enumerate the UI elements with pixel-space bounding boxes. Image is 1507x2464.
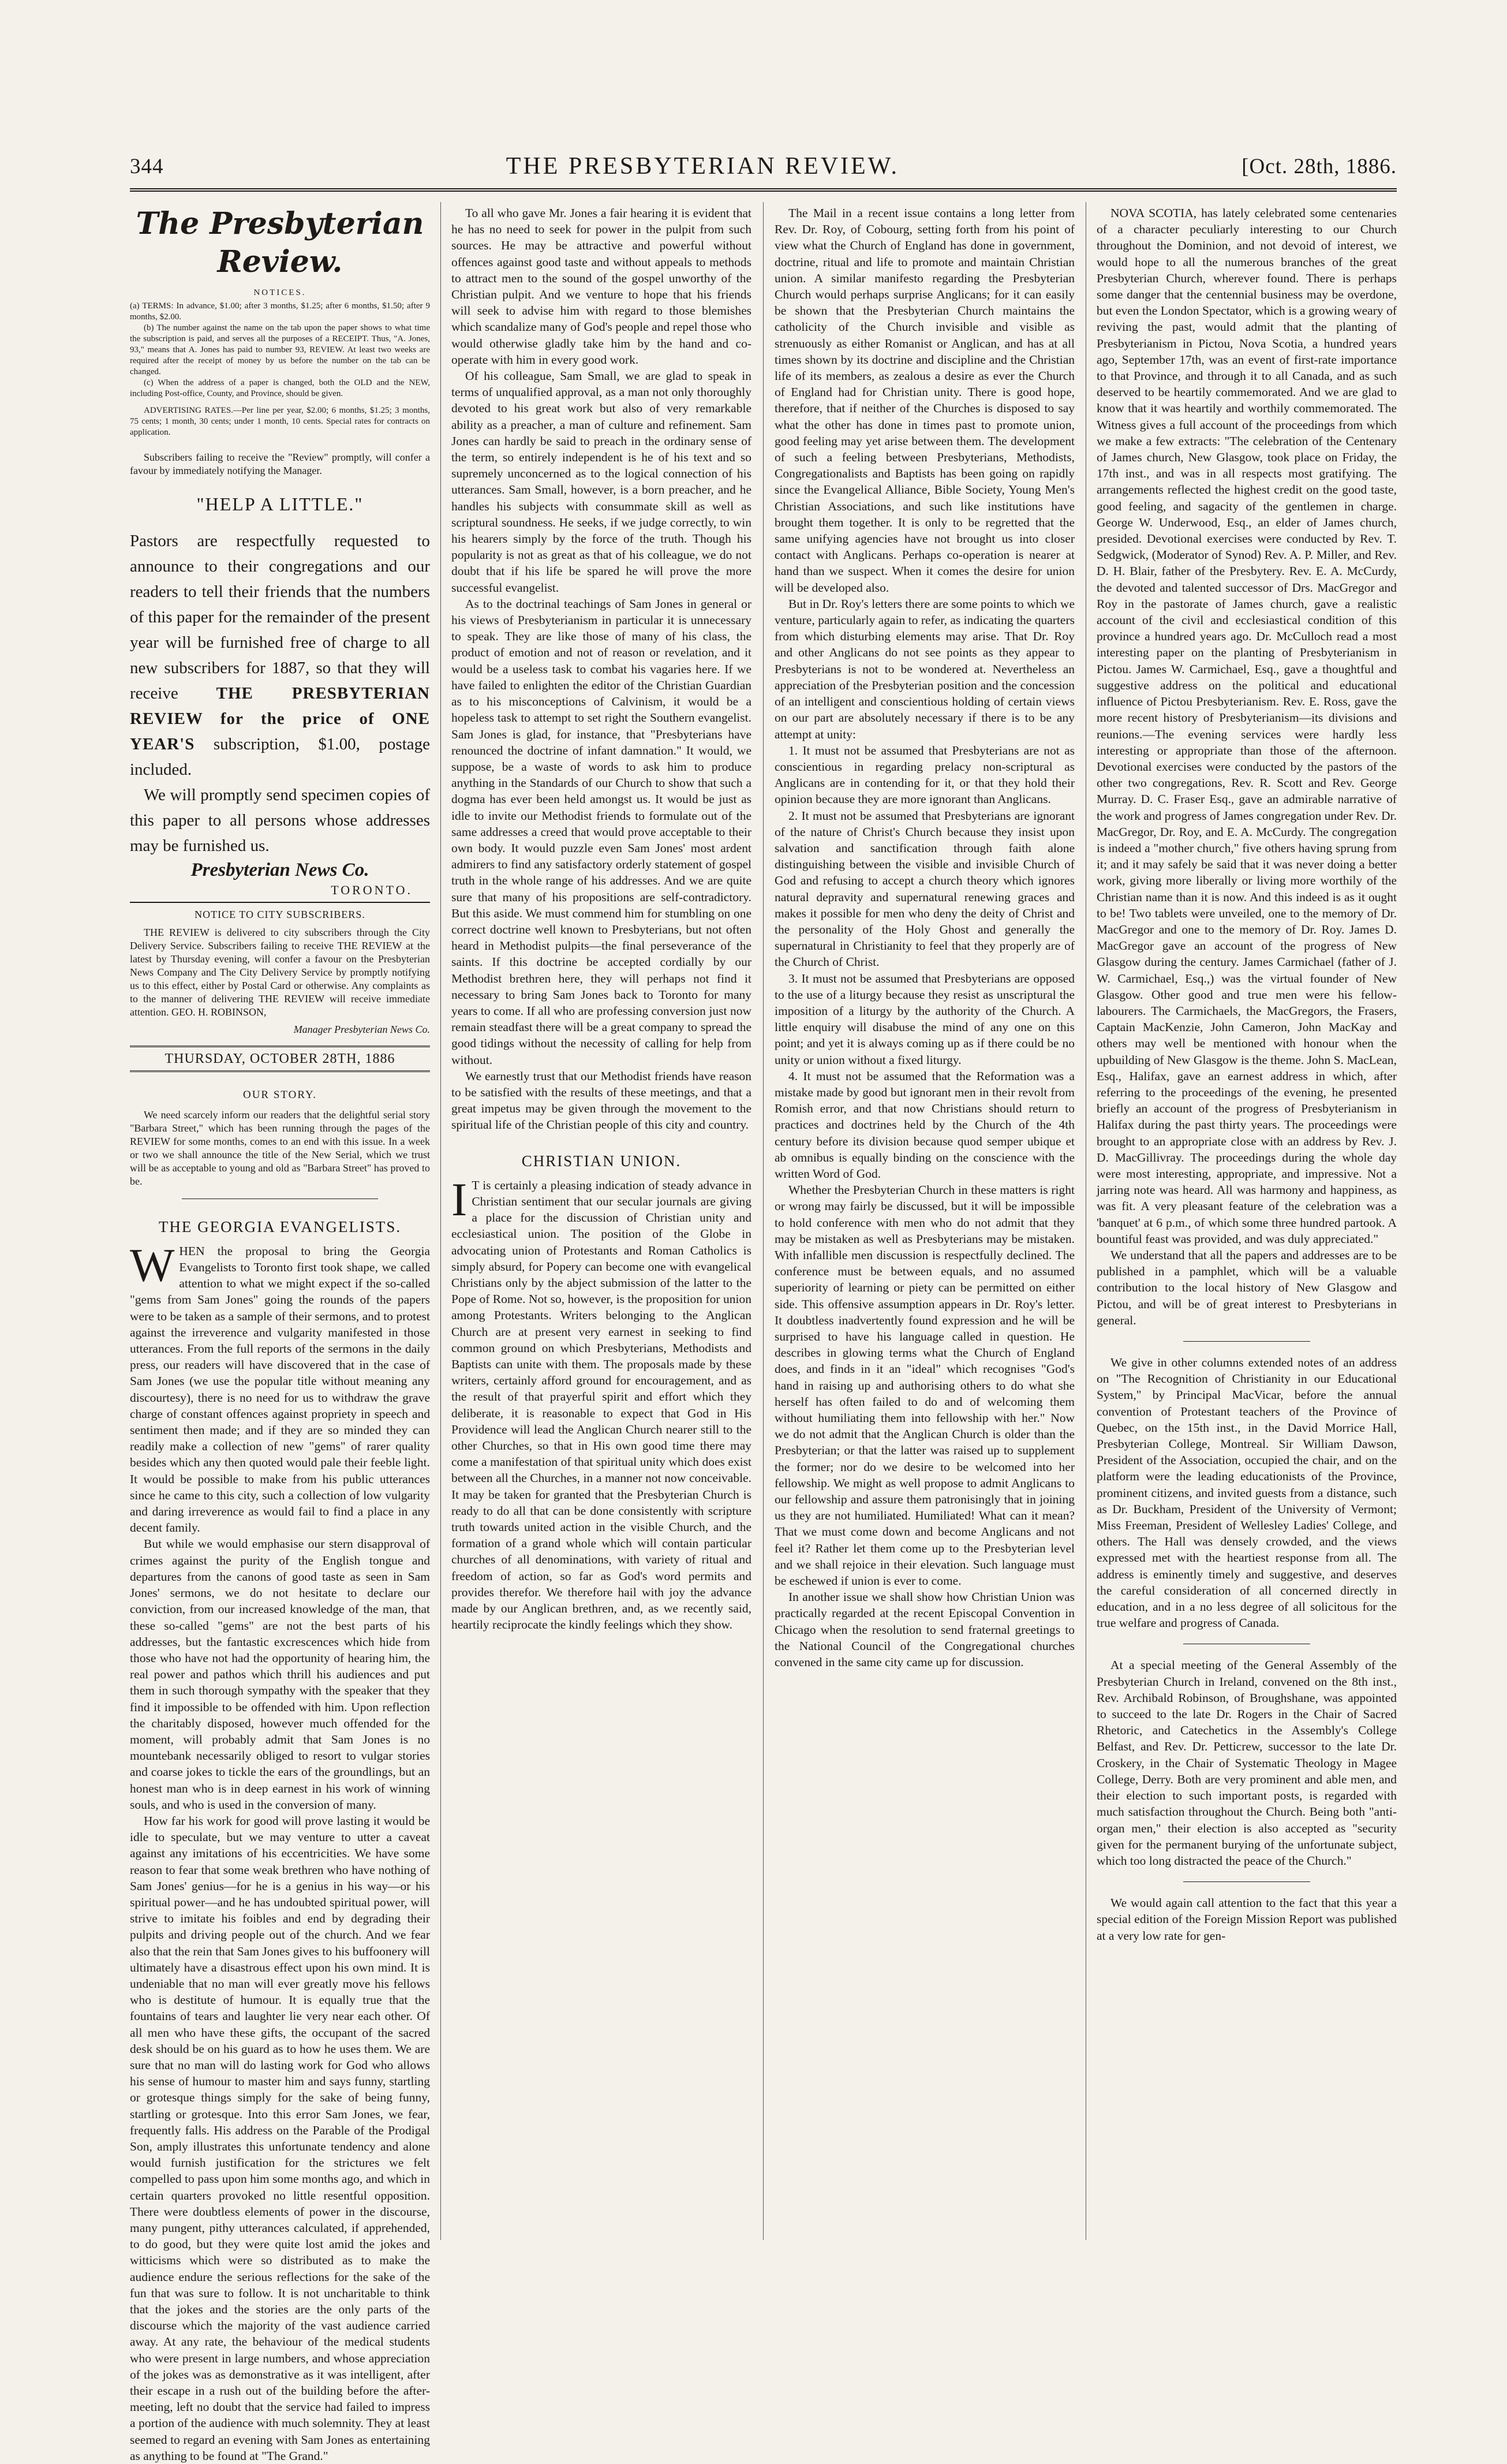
address-paragraph: We give in other columns extended notes of an address on "The Recognition of Christianity in our Educational System," by Principal MacVicar, before the annual convention of Protestant teachers of the Province of Quebec, on the 15th inst., in the David Morrice Hall, Presbyterian College, Montreal. Sir William Dawson, President of the Association, occupied the chair, and on the platform were the leading educationists of the Province, prominent citizens, and invited guests from a distance, such as Dr. Buckham, President of the University of Vermont; Miss Freeman, President of Wellesley Ladies' College, and others. The Hall was densely crowded, and the views expressed met with the heartiest response from all. The address is eminently timely and suggestive, and deserves the careful consideration of all concerned directly in education, and in a no less degree of all solicitous for the true welfare and progress of Canada. — [1097, 1356, 1397, 1630]
help-city: TORONTO. — [331, 882, 413, 897]
our-story-text: We need scarcely inform our readers that the delightful serial story "Barbara Street," which has been running through the pages of the REVIEW for some months, comes to an end with this issue. In a week or two we shall announce the title of the New Serial, which we trust will be as acceptable to young and old as "Barbara Street" has proved to be. — [130, 1108, 430, 1187]
evangelists-paragraph: How far his work for good will prove lasting it would be idle to speculate, but we may venture to utter a caveat against any imitations of his eccentricities. We have some reason to fear that some weak brethren who have nothing of Sam Jones' genius—for he is a genius in his way—or his spiritual power—and he has undoubted spiritual power, will strive to imitate his foibles and end by degrading their pulpits and driving people out of the church. And we fear also that the rein that Sam Jones gives to his buffoonery will ultimately have a disastrous effect upon his own mind. It is undeniable that no man will ever greatly move his fellows who is destitute of humour. It is equally true that the fountains of tears and laughter lie very near each other. Of all men who have these gifts, the occupant of the sacred desk should be on his guard as to how he uses them. We are sure that no man will do lasting work for God who allows his sense of humour to master him and says funny, startling or grotesque things simply for the sake of being funny, startling or grotesque. Into this error Sam Jones, we fear, frequently falls. His address on the Parable of the Prodigal Son, amply illustrates this unfortunate tendency and alone would furnish justification for the strictures we felt compelled to pass upon him some months ago, and which in certain quarters provoked no little resentful opposition. There were doubtless elements of power in the discourse, many pungent, pithy utterances calculated, if apprehended, to do good, but they were quite lost amid the jokes and witticisms which were so distributed as to make the audience endure the serious reflections for the sake of the fun that was sure to follow. It is not uncharitable to think that the jokes and the stories are the only parts of the discourse which the majority of the vast audience carried away. At any rate, the behaviour of the medical students who were present in large numbers, and whose appreciation of the jokes was as demonstrative as it was intelligent, after their escape in a rush out of the building before the after-meeting, left no doubt that the service had failed to impress a portion of the audience with much solemnity. They at least seemed to regard an evening with Sam Jones as entertaining as anything to be found at "The Grand." — [130, 1813, 430, 2463]
notice-signature: Manager Presbyterian News Co. — [293, 1024, 430, 1036]
evangelists-paragraph: Of his colleague, Sam Small, we are glad to speak in terms of unqualified approval, as a man not only thoroughly devoted to his great work but also of very remarkable ability as a preacher, a man of culture and refinement. Sam Jones can hardly be said to preach in the ordinary sense of the term, so entirely independent is he of his text and so supremely unconcerned as to the logical connection of his utterances. Sam Small, however, is a born preacher, and he handles his subjects with consummate skill as well as scriptural soundness. He seeks, if we judge correctly, to win his hearers simply by the force of the truth. Though his popularity is not as great as that of his colleague, we do not doubt that if his life be spared he will prove the more successful evangelist. — [451, 369, 751, 595]
help-signature: Presbyterian News Co. — [190, 860, 369, 881]
evangelists-paragraph: To all who gave Mr. Jones a fair hearing it is evident that he has no need to seek for power in the pulpit from such sources. He may be attractive and powerful without offences against good taste and without appeals to methods to attract men to the sound of the gospel unworthy of the Christian pulpit. And we venture to hope that his friends will seek to advise him with regard to those blemishes which scandalize many of God's people and repel those who would otherwise gladly take him by the hand and co-operate with him in every good work. — [451, 206, 751, 367]
notice-text: THE REVIEW is delivered to city subscribers through the City Delivery Service. Subscribers failing to receive THE REVIEW at the latest by Thursday evening, will confer a favour on the Presbyterian News Company and The City Delivery Service by promptly notifying us to this effect, either by Postal Card or otherwise. Any complaints as to the manner of delivering THE REVIEW will receive immediate attention. GEO. H. ROBINSON, — [130, 927, 430, 1018]
masthead-title: The Presbyterian Review. — [136, 206, 424, 279]
terms-paragraph: (b) The number against the name on the tab upon the paper shows to what time the subscription is paid, and serves all the purposes of a RECEIPT. Thus, "A. Jones, 93," means that A. Jones has paid to number 93, REVIEW. At least two weeks are required after the receipt of money by us before the number on the tab can be changed. — [130, 323, 430, 377]
terms-paragraph: (a) TERMS: In advance, $1.00; after 3 months, $1.25; after 6 months, $1.50; after 9 months, $2.00. — [130, 301, 430, 322]
divider — [1183, 1881, 1310, 1882]
publication-title: THE PRESBYTERIAN REVIEW. — [506, 153, 899, 180]
notice-heading: NOTICE TO CITY SUBSCRIBERS. — [195, 908, 365, 920]
header-rule — [130, 188, 1397, 192]
issue-date: [Oct. 28th, 1886. — [1242, 154, 1397, 178]
christian-union-paragraph: The Mail in a recent issue contains a long letter from Rev. Dr. Roy, of Cobourg, setting forth from his point of view what the Church of England has done in government, doctrine, ritual and life to promote and maintain Christian union. A similar manifesto regarding the Presbyterian Church would perhaps surprise Anglicans; for it can easily be shown that the Presbyterian Church maintains the catholicity of the Church invisible and visible as strenuously as either Romanist or Anglican, and has at all times shown by its doctrine and discipline and the Christian life of its members, as zealous a desire as ever the Church of England had for Christian unity. There is good hope, therefore, that if neither of the Churches is disposed to say what the other has done in times past to promote union, good feeling may yet arise between them. The development of such a feeling between Presbyterians, Methodists, Congregationalists and Baptists has been going on rapidly since the Evangelical Alliance, Bible Society, Young Men's Christian Associations, and such like institutions have brought them together. It is only to be regretted that the same unifying agencies have not brought us into closer contact with Anglicans. Perhaps co-operation is nearer at hand than we suspect. When it comes the desire for union will be developed also. — [775, 206, 1075, 595]
christian-union-paragraph: Whether the Presbyterian Church in these matters is right or wrong may fairly be discussed, but it will be impossible to hold conference with men who do not admit that they may be mistaken as well as Presbyterians may be mistaken. With infallible men discussion is respectfully declined. The conference must be between equals, and no assumed superiority of learning or piety can be permitted on either side. This offensive assumption appears in Dr. Roy's letter. It doubtless inadvertently found expression and he will be surprised to have his language called in question. He describes in glowing terms what the Church of England does, and finds in it an "ideal" which recognises "God's hand in raising up and authorising others to do what she herself has often failed to do and of welcoming them without humiliating them into fellowship with her." Now we do not admit that the Anglican Church is older than the Presbyterian; or that the latter was raised up to supplement the former; nor do we desire to be welcomed into her fellowship. We might as well propose to admit Anglicans to our fellowship and assure them patronisingly that in joining us they are not humiliated. Humiliated! What can it mean? That we must come down and become Anglicans and not feel it? Rather let them come up to the Presbyterian level and we shall rejoice in their elevation. Such language must be eschewed if union is ever to come. — [775, 1183, 1075, 1588]
column-1 — [130, 205, 431, 2463]
column-2 — [451, 205, 751, 2237]
column-rule — [440, 202, 441, 2240]
drop-cap: W — [130, 1238, 175, 1291]
help-notice — [130, 528, 430, 858]
christian-union-paragraph: In another issue we shall show how Christian Union was practically regarded at the recent Episcopal Convention in Chicago when the resolution to send fraternal greetings to the National Council of the Congregational churches convened in the same city came up for discussion. — [775, 1590, 1075, 1670]
terms-paragraph: (c) When the address of a paper is changed, both the OLD and the NEW, including Post-office, County, and Province, should be given. — [130, 378, 430, 399]
running-head — [130, 149, 1397, 184]
help-emphasis: THE PRESBYTERIAN REVIEW for the price of ONE YEAR'S — [130, 684, 430, 754]
christian-union-paragraph: But in Dr. Roy's letters there are some points to which we venture, particularly again to refer, as indicating the quarters from which disturbing elements may arise. That Dr. Roy and other Anglicans do not see points as they appear to Presbyterians is not to be wondered at. Nevertheless an appreciation of the Presbyterian position and the concession of an intelligent and conscientious holding of certain views on our part are absolutely necessary if there is to be any attempt at unity: — [775, 596, 1075, 741]
christian-union-paragraph: 2. It must not be assumed that Presbyterians are ignorant of the nature of Christ's Church because they insist upon salvation and sanctification through faith alone distinguishing between the visible and invisible Church of God and refusing to accept a church theory which ignores natural depravity and supernatural renewing graces and makes it possible for men who deny the deity of Christ and the personality of the Holy Ghost and generally the supernatural in Christianity to feel that they properly are of the Church of Christ. — [775, 808, 1075, 969]
evangelists-paragraph: As to the doctrinal teachings of Sam Jones in general or his views of Presbyterianism in particular it is unnecessary to speak. They are like those of many of his class, the product of emotion and not of reason or revelation, and it would be a useless task to combat his vagaries here. If we have failed to enlighten the editor of the Christian Guardian as to his misconceptions of Calvinism, it would be a hopeless task to attempt to set right the Southern evangelist. Sam Jones is glad, for instance, that "Presbyterians have renounced the doctrine of infant damnation." It would, we suppose, be a waste of words to ask him to produce anything in the Standards of our Church to show that such a dogma has ever been held amongst us. It would be just as idle to invite our Methodist friends to formulate out of the same addresses a creed that would prove acceptable to their own body. It would puzzle even Sam Jones' most ardent admirers to find any satisfactory orderly statement of gospel truth in the whole range of his addresses. And we are quite sure that many of his propositions are self-contradictory. But this aside. We must commend him for stumbling on one correct doctrine well known to Presbyterians, but not often heard in Methodist pulpits—the final perseverance of the saints. If this doctrine be accepted cordially by our Methodist brethren here, they will perhaps not find it necessary to bring Sam Jones back to Toronto for many years to come. If all who are professing conversion just now remain steadfast there will be a great company to spread the good tidings without the necessity of calling for help from without. — [451, 596, 751, 1067]
evangelists-heading: THE GEORGIA EVANGELISTS. — [158, 1218, 402, 1235]
christian-union-heading: CHRISTIAN UNION. — [521, 1152, 682, 1170]
column-rule — [763, 202, 764, 2240]
dateline: THURSDAY, OCTOBER 28TH, 1886 — [130, 1046, 430, 1072]
nova-scotia-paragraph: NOVA SCOTIA, has lately celebrated some centenaries of a character peculiarly interesting to our Church throughout the Dominion, and not devoid of interest, we would hope to all the numerous branches of the great Presbyterian Church, wherever found. There is perhaps some danger that the centennial business may be overdone, but even the London Spectator, which is a growing weary of reviving the past, would admit that the planting of Presbyterianism in Pictou, Nova Scotia, a hundred years ago, September 17th, was an event of first-rate importance to that Province, and through it to all Canada, and as such deserved to be heartily commemorated. And we are glad to know that it was heartily and worthily commemorated. The Witness gives a full account of the proceedings from which we make a few extracts: "The celebration of the Centenary of James church, New Glasgow, took place on Friday, the 17th inst., and was in all respects most gratifying. The arrangements reflected the highest credit on the good taste, good feeling, and sagacity of the gentlemen in charge. George W. Underwood, Esq., an elder of James church, presided. Devotional exercises were conducted by Rev. T. Sedgwick, (Moderator of Synod) Rev. A. P. Miller, and Rev. D. H. Blair, father of the Presbytery. Rev. E. A. McCurdy, the devoted and talented successor of Drs. MacGregor and Roy in the pastorate of James church, gave a realistic account of the civil and ecclesiastical condition of this province a hundred years ago. Dr. McCulloch read a most interesting paper on the planting of Presbyterianism in Pictou. James W. Carmichael, Esq., gave a thoughtful and suggestive address on the political and educational influence of Pictou Presbyterianism. Rev. E. Ross, gave the more recent history of Presbyterianism—its divisions and reunions.—The evening services were hardly less interesting or appropriate than those of the afternoon. Devotional exercises were conducted by the pastors of the other two congregations, Rev. R. Scott and Rev. George Murray. D. C. Fraser Esq., gave an admirable narrative of the work and progress of James congregation under Rev. Dr. MacGregor, Dr. Roy, and E. A. McCurdy. The congregation is indeed a "mother church," five others having sprung from it; and it may safely be said that it was never doing a better work, giving more liberally or living more worthily of the Christian name than it is now. And this indeed is as it ought to be! Two tablets were unveiled, one to the memory of Dr. MacGregor and one to the memory of Dr. Roy. James D. MacGregor gave an account of the progress of New Glasgow during the century. James Carmichael (father of J. W. Carmichael, Esq.,) was the virtual founder of New Glasgow. Other good and true men were his fellow-labourers. The Carmichaels, the MacGregors, the Frasers, Captain MacKenzie, John Cameron, John MacKay and others may well be mentioned with honour when the upbuilding of New Glasgow is the theme. John S. MacLean, Esq., Halifax, gave an earnest address in which, after referring to the proceedings of the evening, he presented briefly an account of the progress of Presbyterianism in Halifax during the past thirty years. The proceedings were brought to an appropriate close with an address by Rev. J. D. MacGillivray. The proceedings during the whole day were most interesting, appropriate, and impressive. Not a jarring note was heard. All was harmony and happiness, as was fit. A very pleasant feature of the celebration was a 'banquet' at 6 p.m., of which some three hundred partook. A bountiful feast was provided, and was duly appreciated." — [1097, 206, 1397, 1246]
assembly-paragraph: At a special meeting of the General Assembly of the Presbyterian Church in Ireland, convened on the 8th inst., Rev. Archibald Robinson, of Broughshane, was appointed to succeed to the late Dr. Rogers in the Chair of Sacred Rhetoric, and Catechetics in the Assembly's College Belfast, and Rev. Dr. Petticrew, successor to the late Dr. Croskery, in the Chair of Systematic Theology in Magee College, Derry. Both are very prominent and able men, and their election to such important posts, is regarded with much satisfaction throughout the Church. Being both "anti-organ men," their election is also accepted as "security given for the permanent burying of the unfortunate subject, which too long distracted the peace of the Church." — [1097, 1658, 1397, 1868]
christian-union-paragraph: 4. It must not be assumed that the Reformation was a mistake made by good but ignorant men in their revolt from Romish error, and that now Christians should return to practices and doctrines held by the Church of the 4th century before its division because quod semper ubique et ab omnibus is equally binding on the conscience with the written Word of God. — [775, 1069, 1075, 1181]
help-heading: "HELP A LITTLE." — [196, 494, 364, 515]
help-body-2: We will promptly send specimen copies of this paper to all persons whose addresses may be furnished us. — [130, 786, 430, 856]
christian-union-paragraph: 1. It must not be assumed that Presbyterians are not as conscientious in regarding prelacy non-scriptural as Anglicans are in contending for it, or that they hold their opinion because they are more ignorant than Anglicans. — [775, 743, 1075, 807]
drop-cap: I — [451, 1173, 468, 1226]
help-body: Pastors are respectfully requested to announce to their congregations and our readers to tell their friends that the numbers of this paper for the remainder of the present year will be furnished free of charge to all new subscribers for 1887, so that they will receive — [130, 532, 430, 703]
terms-heading: NOTICES. — [253, 288, 306, 297]
column-4 — [1097, 205, 1397, 2237]
help-body-end: subscription, $1.00, postage included. — [130, 735, 431, 779]
page-number: 344 — [130, 154, 164, 178]
evangelists-paragraph: But while we would emphasise our stern disapproval of crimes against the purity of the English tongue and departures from the canons of good taste as seen in Sam Jones' sermons, we do not hesitate to declare our conviction, from our increased knowledge of the man, that these so-called "gems" are not the best parts of his addresses, but the fantastic excrescences which hide from those who have not had the opportunity of hearing him, the real power and pathos which thrill his audiences and put them in such thorough sympathy with the speaker that they find it impossible to be offended with him. Upon reflection the charitably disposed, however much offended for the moment, will probably admit that Sam Jones is no mountebank necessarily obliged to resort to vulgar stories and coarse jokes to tickle the ears of the groundlings, but an honest man who is in deep earnest in his work of winning souls, and who is used in the conversion of many. — [130, 1537, 430, 1812]
our-story-heading: OUR STORY. — [242, 1089, 317, 1102]
evangelists-paragraph: We earnestly trust that our Methodist friends have reason to be satisfied with the results of these meetings, and that a great impetus may be given through the movement to the spiritual life of the Christian people of this city and country. — [451, 1069, 751, 1132]
advertising-rates: ADVERTISING RATES.—Per line per year, $2.00; 6 months, $1.25; 3 months, 75 cents; 1 month, 30 cents; under 1 month, 10 cents. Special rates for contracts on application. — [130, 406, 430, 438]
christian-union-paragraph: 3. It must not be assumed that Presbyterians are opposed to the use of a liturgy because they resist as unscriptural the imposition of a liturgy by the authority of the Church. A little enquiry will disabuse the mind of any one on this point; and yet it is always coming up as if there could be no unity or union without a fixed liturgy. — [775, 971, 1075, 1067]
nova-scotia-paragraph: We understand that all the papers and addresses are to be published in a pamphlet, which will be a valuable contribution to the local history of New Glasgow and Pictou, and will be of great interest to Presbyterians in general. — [1097, 1248, 1397, 1327]
divider — [1183, 1341, 1310, 1342]
evangelists-paragraph: WHEN the proposal to bring the Georgia Evangelists to Toronto first took shape, we called attention to what we might expect if the so-called "gems from Sam Jones" going the rounds of the papers were to be taken as a sample of their sermons, and to protest against the irreverence and vulgarity manifested in those utterances. From the full reports of the sermons in the daily press, our readers will have discovered that in the case of Sam Jones (we use the popular title without meaning any discourtesy), there is no need for us to withdraw the grave charge of constant offences against propriety in speech and sentiment then made; and if they are so minded they can readily make a collection of new "gems" of rarer quality besides which any then quoted would pale their feeble light. It would be possible to make from his public utterances since he came to this city, such a collection of low vulgarity and daring irreverence as would fail to find a place in any decent family. — [130, 1238, 430, 1535]
christian-union-paragraph: I T is certainly a pleasing indication of steady advance in Christian sentiment that our secular journals are giving a place for the discussion of Christian unity and ecclesiastical union. The position of the Globe in advocating union of Protestants and Roman Catholics is simply absurd, for Popery can become one with evangelical Christians only by the abject submission of the latter to the Pope of Rome. Not so, however, is the proposition for union among Protestants. Writers belonging to the Anglican Church are at present very earnest in seeking to find common ground on which Presbyterians, Methodists and Baptists can unite with them. The proposals made by these writers, certainly afford ground for encouragement, and as the result of that prayerful spirit and effort which they deliberate, it is reasonable to expect that God in His Providence will lead the Anglican Church nearer still to the other Churches, so that in His own good time there may come a manifestation of that spiritual unity which does exist between all the Churches, in a manner not now conceivable. It may be taken for granted that the Presbyterian Church is ready to do all that can be done consistently with scripture truth towards united action in the visible Church, and the formation of a grand whole which will contain particular churches of all denominations, with variety of ritual and freedom of action, so far as God's word permits and provides therefor. We therefore hail with joy the advance made by our Anglican brethren, and, as we recently said, heartily reciprocate the kindly feelings which they show. — [451, 1173, 751, 1632]
final-paragraph: We would again call attention to the fact that this year a special edition of the Foreign Mission Report was published at a very low rate for gen- — [1097, 1896, 1397, 1943]
divider — [130, 902, 430, 903]
subscribers-note: Subscribers failing to receive the "Review" promptly, will confer a favour by immediately notifying the Manager. — [130, 451, 430, 477]
column-3 — [775, 205, 1075, 2237]
